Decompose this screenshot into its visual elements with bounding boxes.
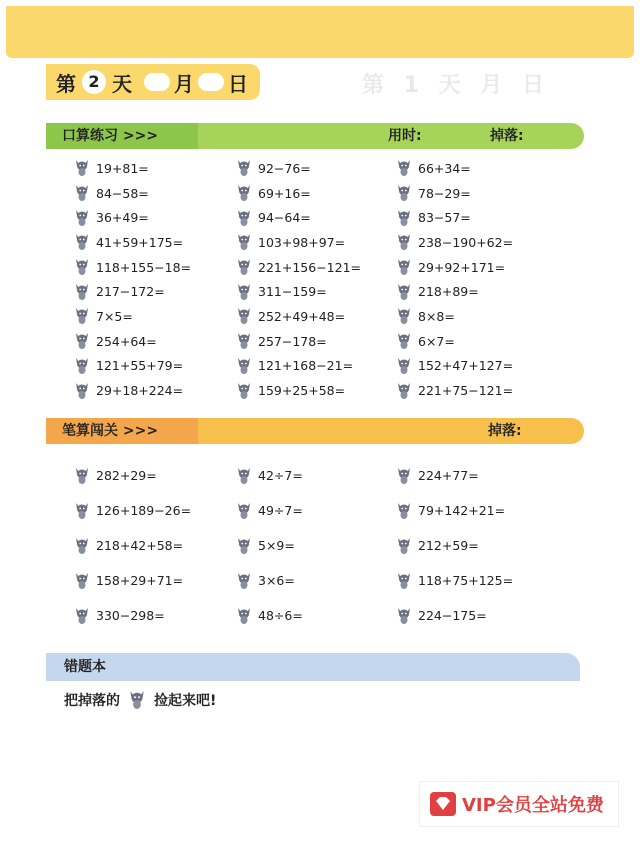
problem-text: 19+81= bbox=[96, 160, 149, 176]
problem-text: 7×5= bbox=[96, 308, 133, 324]
problem-text: 224+77= bbox=[418, 468, 479, 483]
problem-text: 3×6= bbox=[258, 573, 295, 588]
wolf-icon bbox=[396, 572, 412, 590]
math-problem bbox=[396, 156, 556, 181]
problem-text: 158+29+71= bbox=[96, 573, 184, 588]
problem-text: 69+16= bbox=[258, 185, 311, 201]
math-problem bbox=[74, 304, 236, 329]
wolf-icon bbox=[396, 184, 412, 202]
math-problem bbox=[236, 279, 396, 304]
math-problem bbox=[396, 329, 556, 354]
math-problem bbox=[236, 378, 396, 403]
wolf-icon bbox=[396, 332, 412, 350]
problem-text: 224−175= bbox=[418, 608, 487, 623]
math-problem bbox=[396, 598, 556, 633]
problem-text: 252+49+48= bbox=[258, 308, 346, 324]
wolf-icon bbox=[236, 537, 252, 555]
faded-header-text: 第 1 天 月 日 bbox=[362, 73, 550, 98]
wolf-icon bbox=[74, 233, 90, 251]
math-problem bbox=[236, 304, 396, 329]
math-problem bbox=[236, 329, 396, 354]
problem-text: 8×8= bbox=[418, 308, 455, 324]
diamond-icon bbox=[430, 792, 456, 816]
day-number: 2 bbox=[82, 70, 106, 94]
math-problem bbox=[396, 255, 556, 280]
wolf-icon bbox=[74, 572, 90, 590]
math-problem bbox=[236, 598, 396, 633]
math-problem bbox=[74, 528, 236, 563]
math-problem bbox=[396, 528, 556, 563]
wolf-icon bbox=[74, 209, 90, 227]
wolf-icon bbox=[74, 502, 90, 520]
problem-text: 84−58= bbox=[96, 185, 149, 201]
problem-text: 92−76= bbox=[258, 160, 311, 176]
problem-text: 66+34= bbox=[418, 160, 471, 176]
wolf-icon bbox=[236, 209, 252, 227]
oral-dropped-label: 掉落: bbox=[490, 128, 524, 144]
wolf-icon bbox=[236, 502, 252, 520]
math-problem bbox=[396, 230, 556, 255]
problem-text: 78−29= bbox=[418, 185, 471, 201]
math-problem bbox=[74, 181, 236, 206]
wolf-icon bbox=[236, 332, 252, 350]
problem-text: 29+92+171= bbox=[418, 259, 506, 275]
math-problem bbox=[74, 378, 236, 403]
wolf-icon bbox=[396, 357, 412, 375]
wolf-icon bbox=[396, 159, 412, 177]
problem-text: 218+42+58= bbox=[96, 538, 184, 553]
month-blank[interactable] bbox=[144, 73, 170, 91]
wolf-icon bbox=[236, 233, 252, 251]
problem-text: 218+89= bbox=[418, 284, 479, 300]
mistakes-section-header bbox=[46, 653, 580, 681]
month-label: 月 bbox=[174, 71, 194, 96]
math-problem bbox=[396, 378, 556, 403]
wolf-icon bbox=[128, 690, 146, 710]
problem-text: 159+25+58= bbox=[258, 383, 346, 399]
math-problem bbox=[74, 354, 236, 379]
wolf-icon bbox=[74, 607, 90, 625]
written-dropped-label: 掉落: bbox=[488, 423, 522, 439]
math-problem bbox=[396, 563, 556, 598]
math-problem bbox=[236, 205, 396, 230]
pickup-text-before: 把掉落的 bbox=[64, 693, 120, 709]
vip-watermark[interactable] bbox=[419, 781, 619, 827]
problem-text: 221+156−121= bbox=[258, 259, 361, 275]
problem-text: 212+59= bbox=[418, 538, 479, 553]
wolf-icon bbox=[396, 382, 412, 400]
oral-problem-grid bbox=[74, 156, 554, 403]
date-blank[interactable] bbox=[198, 73, 224, 91]
math-problem bbox=[74, 563, 236, 598]
math-problem bbox=[396, 458, 556, 493]
wolf-icon bbox=[236, 258, 252, 276]
math-problem bbox=[74, 493, 236, 528]
math-problem bbox=[396, 304, 556, 329]
day-suffix: 天 bbox=[112, 71, 132, 96]
problem-text: 79+142+21= bbox=[418, 503, 506, 518]
time-label: 用时: bbox=[388, 128, 422, 144]
math-problem bbox=[236, 230, 396, 255]
problem-text: 42÷7= bbox=[258, 468, 303, 483]
problem-text: 49÷7= bbox=[258, 503, 303, 518]
written-section-title: 笔算闯关 >>> bbox=[46, 418, 198, 444]
problem-text: 5×9= bbox=[258, 538, 295, 553]
top-banner bbox=[6, 6, 634, 58]
wolf-icon bbox=[396, 283, 412, 301]
wolf-icon bbox=[396, 233, 412, 251]
wolf-icon bbox=[236, 607, 252, 625]
wolf-icon bbox=[74, 382, 90, 400]
math-problem bbox=[74, 329, 236, 354]
wolf-icon bbox=[396, 307, 412, 325]
oral-section-header bbox=[46, 123, 584, 149]
wolf-icon bbox=[236, 572, 252, 590]
problem-text: 221+75−121= bbox=[418, 383, 514, 399]
wolf-icon bbox=[396, 502, 412, 520]
problem-text: 121+168−21= bbox=[258, 358, 354, 374]
problem-text: 6×7= bbox=[418, 333, 455, 349]
wolf-icon bbox=[74, 467, 90, 485]
math-problem bbox=[236, 493, 396, 528]
wolf-icon bbox=[236, 283, 252, 301]
wolf-icon bbox=[74, 357, 90, 375]
wolf-icon bbox=[396, 607, 412, 625]
wolf-icon bbox=[396, 537, 412, 555]
problem-text: 330−298= bbox=[96, 608, 165, 623]
problem-text: 48÷6= bbox=[258, 608, 303, 623]
wolf-icon bbox=[74, 159, 90, 177]
math-problem bbox=[74, 279, 236, 304]
problem-text: 118+75+125= bbox=[418, 573, 514, 588]
wolf-icon bbox=[236, 307, 252, 325]
math-problem bbox=[396, 279, 556, 304]
problem-text: 311−159= bbox=[258, 284, 327, 300]
day-prefix: 第 bbox=[56, 71, 76, 96]
pickup-instruction bbox=[64, 690, 216, 710]
wolf-icon bbox=[396, 209, 412, 227]
wolf-icon bbox=[236, 467, 252, 485]
written-problem-grid bbox=[74, 458, 554, 633]
math-problem bbox=[236, 528, 396, 563]
wolf-icon bbox=[236, 184, 252, 202]
math-problem bbox=[74, 458, 236, 493]
math-problem bbox=[74, 156, 236, 181]
problem-text: 121+55+79= bbox=[96, 358, 184, 374]
math-problem bbox=[74, 598, 236, 633]
mistakes-title: 错题本 bbox=[64, 659, 106, 675]
math-problem bbox=[236, 563, 396, 598]
wolf-icon bbox=[236, 357, 252, 375]
math-problem bbox=[236, 156, 396, 181]
wolf-icon bbox=[74, 283, 90, 301]
problem-text: 282+29= bbox=[96, 468, 157, 483]
pickup-text-after: 捡起来吧! bbox=[154, 693, 217, 709]
wolf-icon bbox=[74, 332, 90, 350]
vip-text: VIP会员全站免费 bbox=[462, 795, 604, 816]
math-problem bbox=[236, 181, 396, 206]
math-problem bbox=[396, 354, 556, 379]
written-section-header bbox=[46, 418, 584, 444]
wolf-icon bbox=[74, 258, 90, 276]
problem-text: 118+155−18= bbox=[96, 259, 192, 275]
problem-text: 103+98+97= bbox=[258, 234, 346, 250]
problem-text: 238−190+62= bbox=[418, 234, 514, 250]
problem-text: 152+47+127= bbox=[418, 358, 514, 374]
problem-text: 126+189−26= bbox=[96, 503, 192, 518]
wolf-icon bbox=[396, 467, 412, 485]
math-problem bbox=[74, 255, 236, 280]
wolf-icon bbox=[74, 307, 90, 325]
math-problem bbox=[396, 181, 556, 206]
wolf-icon bbox=[236, 382, 252, 400]
problem-text: 257−178= bbox=[258, 333, 327, 349]
problem-text: 41+59+175= bbox=[96, 234, 184, 250]
math-problem bbox=[396, 493, 556, 528]
wolf-icon bbox=[236, 159, 252, 177]
oral-section-title: 口算练习 >>> bbox=[46, 123, 198, 149]
day-header bbox=[46, 64, 260, 100]
problem-text: 36+49= bbox=[96, 210, 149, 226]
math-problem bbox=[236, 255, 396, 280]
math-problem bbox=[74, 230, 236, 255]
wolf-icon bbox=[74, 184, 90, 202]
math-problem bbox=[236, 354, 396, 379]
problem-text: 94−64= bbox=[258, 210, 311, 226]
math-problem bbox=[74, 205, 236, 230]
date-label: 日 bbox=[228, 71, 248, 96]
problem-text: 83−57= bbox=[418, 210, 471, 226]
math-problem bbox=[396, 205, 556, 230]
wolf-icon bbox=[396, 258, 412, 276]
problem-text: 217−172= bbox=[96, 284, 165, 300]
math-problem bbox=[236, 458, 396, 493]
wolf-icon bbox=[74, 537, 90, 555]
problem-text: 254+64= bbox=[96, 333, 157, 349]
problem-text: 29+18+224= bbox=[96, 383, 184, 399]
